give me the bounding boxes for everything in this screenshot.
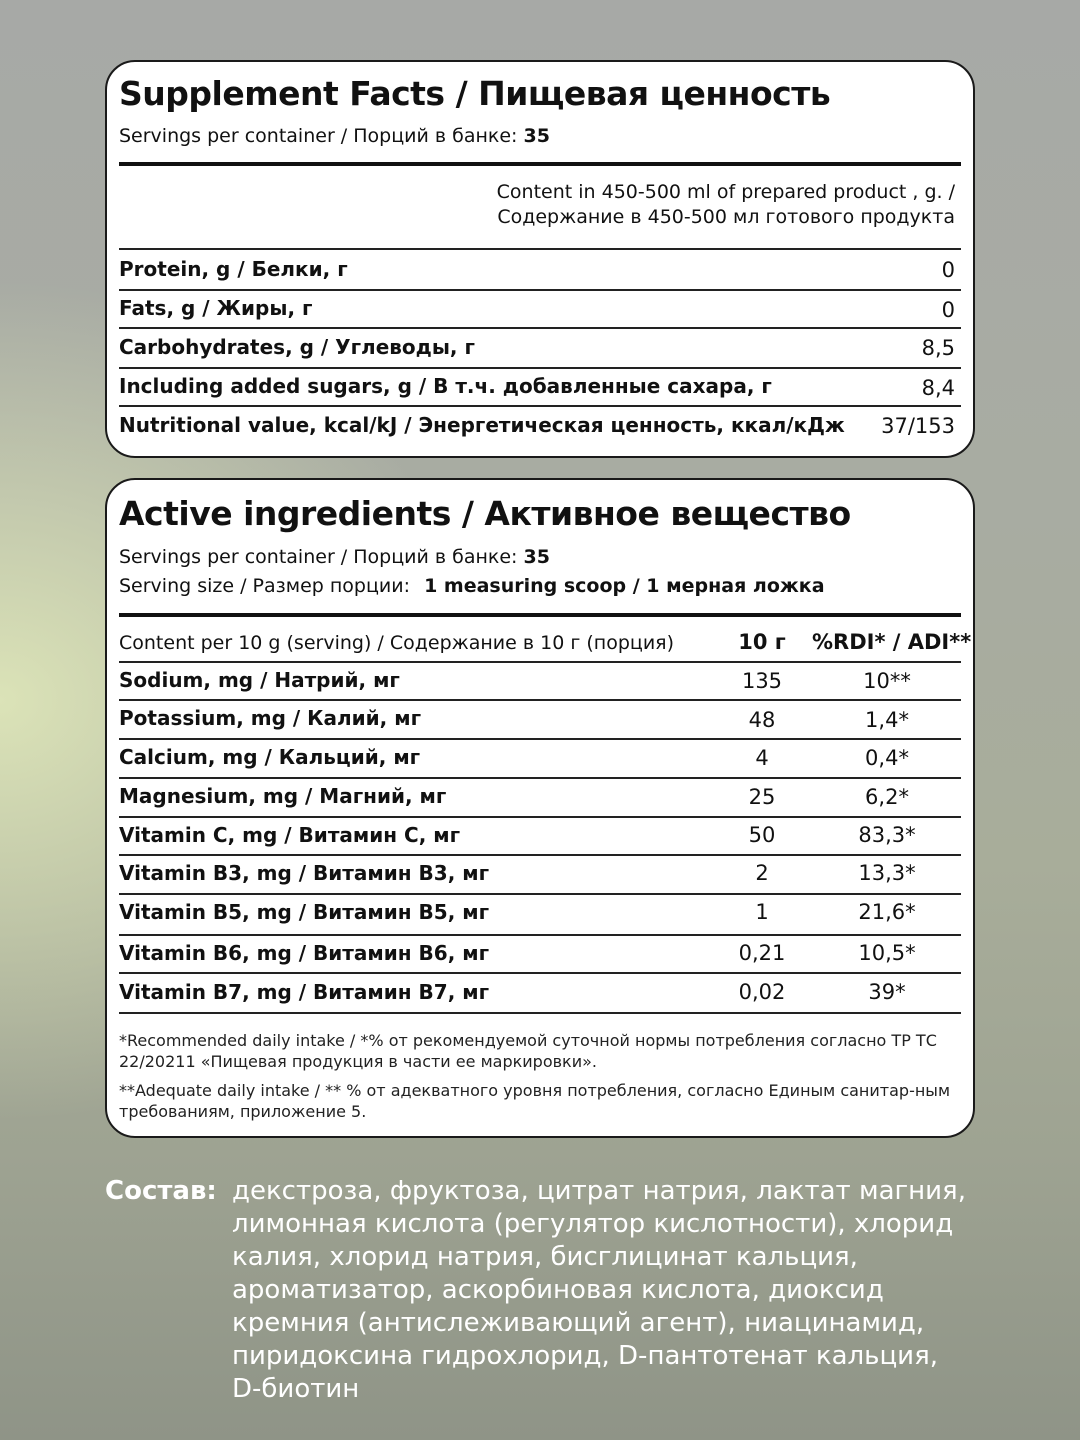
ingredient-rdi: 13,3* [858, 861, 916, 885]
serving-size: Serving size / Размер порции: 1 measuring scoop / 1 мерная ложка [119, 575, 825, 597]
energy-value: 37/153 [881, 414, 955, 438]
divider [119, 1012, 961, 1014]
divider [119, 893, 961, 895]
ingredient-rdi: 21,6* [858, 900, 916, 924]
divider [119, 289, 961, 291]
added-sugars-label: Including added sugars, g / В т.ч. добавленные сахара, г [119, 374, 772, 398]
divider [119, 972, 961, 974]
servings-per-container: Servings per container / Порций в банке: 35 [119, 125, 550, 147]
active-ingredients-card [105, 478, 975, 1138]
servings-value: 35 [523, 125, 550, 147]
ingredient-amount: 135 [741, 669, 783, 693]
fats-value: 0 [941, 298, 955, 322]
footnote-rdi: *Recommended daily intake / *% от рекомендуемой суточной нормы потребления согласно ТР ТС 22/20211 «Пищевая продукция в части ее маркировки». [119, 1031, 937, 1071]
divider [119, 816, 961, 818]
divider [119, 738, 961, 740]
divider [119, 854, 961, 856]
divider [119, 162, 961, 166]
energy-label: Nutritional value, kcal/kJ / Энергетическая ценность, ккал/кДж [119, 413, 845, 437]
fats-label: Fats, g / Жиры, г [119, 296, 313, 320]
ingredient-amount: 0,21 [738, 941, 786, 965]
ingredient-label: Vitamin B6, mg / Витамин B6, мг [119, 941, 490, 965]
divider [119, 661, 961, 663]
ingredient-amount: 50 [748, 823, 776, 847]
ingredient-label: Vitamin B5, mg / Витамин B5, мг [119, 900, 490, 924]
carbohydrates-label: Carbohydrates, g / Углеводы, г [119, 335, 475, 359]
divider [119, 405, 961, 407]
ingredient-rdi: 1,4* [865, 708, 909, 732]
divider [119, 613, 961, 617]
footnote-adi: **Adequate daily intake / ** % от адекватного уровня потребления, согласно Единым санитар-ным требованиям, приложение 5. [119, 1081, 951, 1121]
serving-size-value: 1 measuring scoop / 1 мерная ложка [424, 575, 825, 597]
ingredient-label: Vitamin B7, mg / Витамин B7, мг [119, 980, 490, 1004]
ingredient-label: Calcium, mg / Кальций, мг [119, 745, 421, 769]
content-header: Content in 450-500 ml of prepared product , g. / Содержание в 450-500 мл готового продукта [496, 181, 955, 228]
divider [119, 777, 961, 779]
ingredient-amount: 2 [755, 861, 769, 885]
ingredient-rdi: 83,3* [858, 823, 916, 847]
ingredient-amount: 4 [755, 746, 769, 770]
composition-label: Состав: [105, 1176, 217, 1206]
divider [119, 248, 961, 250]
ingredient-rdi: 10** [863, 669, 911, 693]
protein-label: Protein, g / Белки, г [119, 257, 348, 281]
ingredient-label: Sodium, mg / Натрий, мг [119, 668, 400, 692]
rdi-column-header: %RDI* / ADI** [812, 630, 972, 654]
ingredient-rdi: 39* [868, 980, 906, 1004]
ingredient-label: Vitamin B3, mg / Витамин B3, мг [119, 861, 490, 885]
carbohydrates-value: 8,5 [921, 336, 955, 360]
divider [119, 934, 961, 936]
ingredient-label: Potassium, mg / Калий, мг [119, 706, 422, 730]
ingredient-amount: 48 [748, 708, 776, 732]
ingredient-rdi: 6,2* [865, 785, 909, 809]
active-ingredients-title: Active ingredients / Активное вещество [119, 494, 851, 533]
ingredient-rdi: 0,4* [865, 746, 909, 770]
servings-per-container: Servings per container / Порций в банке: 35 [119, 546, 550, 568]
composition-text: декстроза, фруктоза, цитрат натрия, лактат магния, лимонная кислота (регулятор кислотности), хлорид калия, хлорид натрия, бисглицинат кальция, ароматизатор, аскорбиновая кислота, диоксид кремния (антислеживающий агент), ниацинамид, пиридоксина гидрохлорид, D-пантотенат кальция, D-биотин [232, 1176, 966, 1404]
supplement-facts-title: Supplement Facts / Пищевая ценность [119, 74, 831, 113]
servings-value: 35 [523, 546, 550, 568]
ingredient-label: Vitamin C, mg / Витамин C, мг [119, 823, 461, 847]
added-sugars-value: 8,4 [921, 376, 955, 400]
protein-value: 0 [941, 258, 955, 282]
ingredient-label: Magnesium, mg / Магний, мг [119, 784, 447, 808]
amount-column-header: 10 г [738, 630, 786, 654]
content-per-serving-header: Content per 10 g (serving) / Содержание в 10 г (порция) [119, 632, 675, 654]
ingredient-amount: 25 [748, 785, 776, 809]
supplement-facts-card [105, 60, 975, 458]
ingredient-amount: 1 [755, 900, 769, 924]
divider [119, 327, 961, 329]
ingredient-rdi: 10,5* [858, 941, 916, 965]
divider [119, 699, 961, 701]
divider [119, 367, 961, 369]
ingredient-amount: 0,02 [738, 980, 786, 1004]
